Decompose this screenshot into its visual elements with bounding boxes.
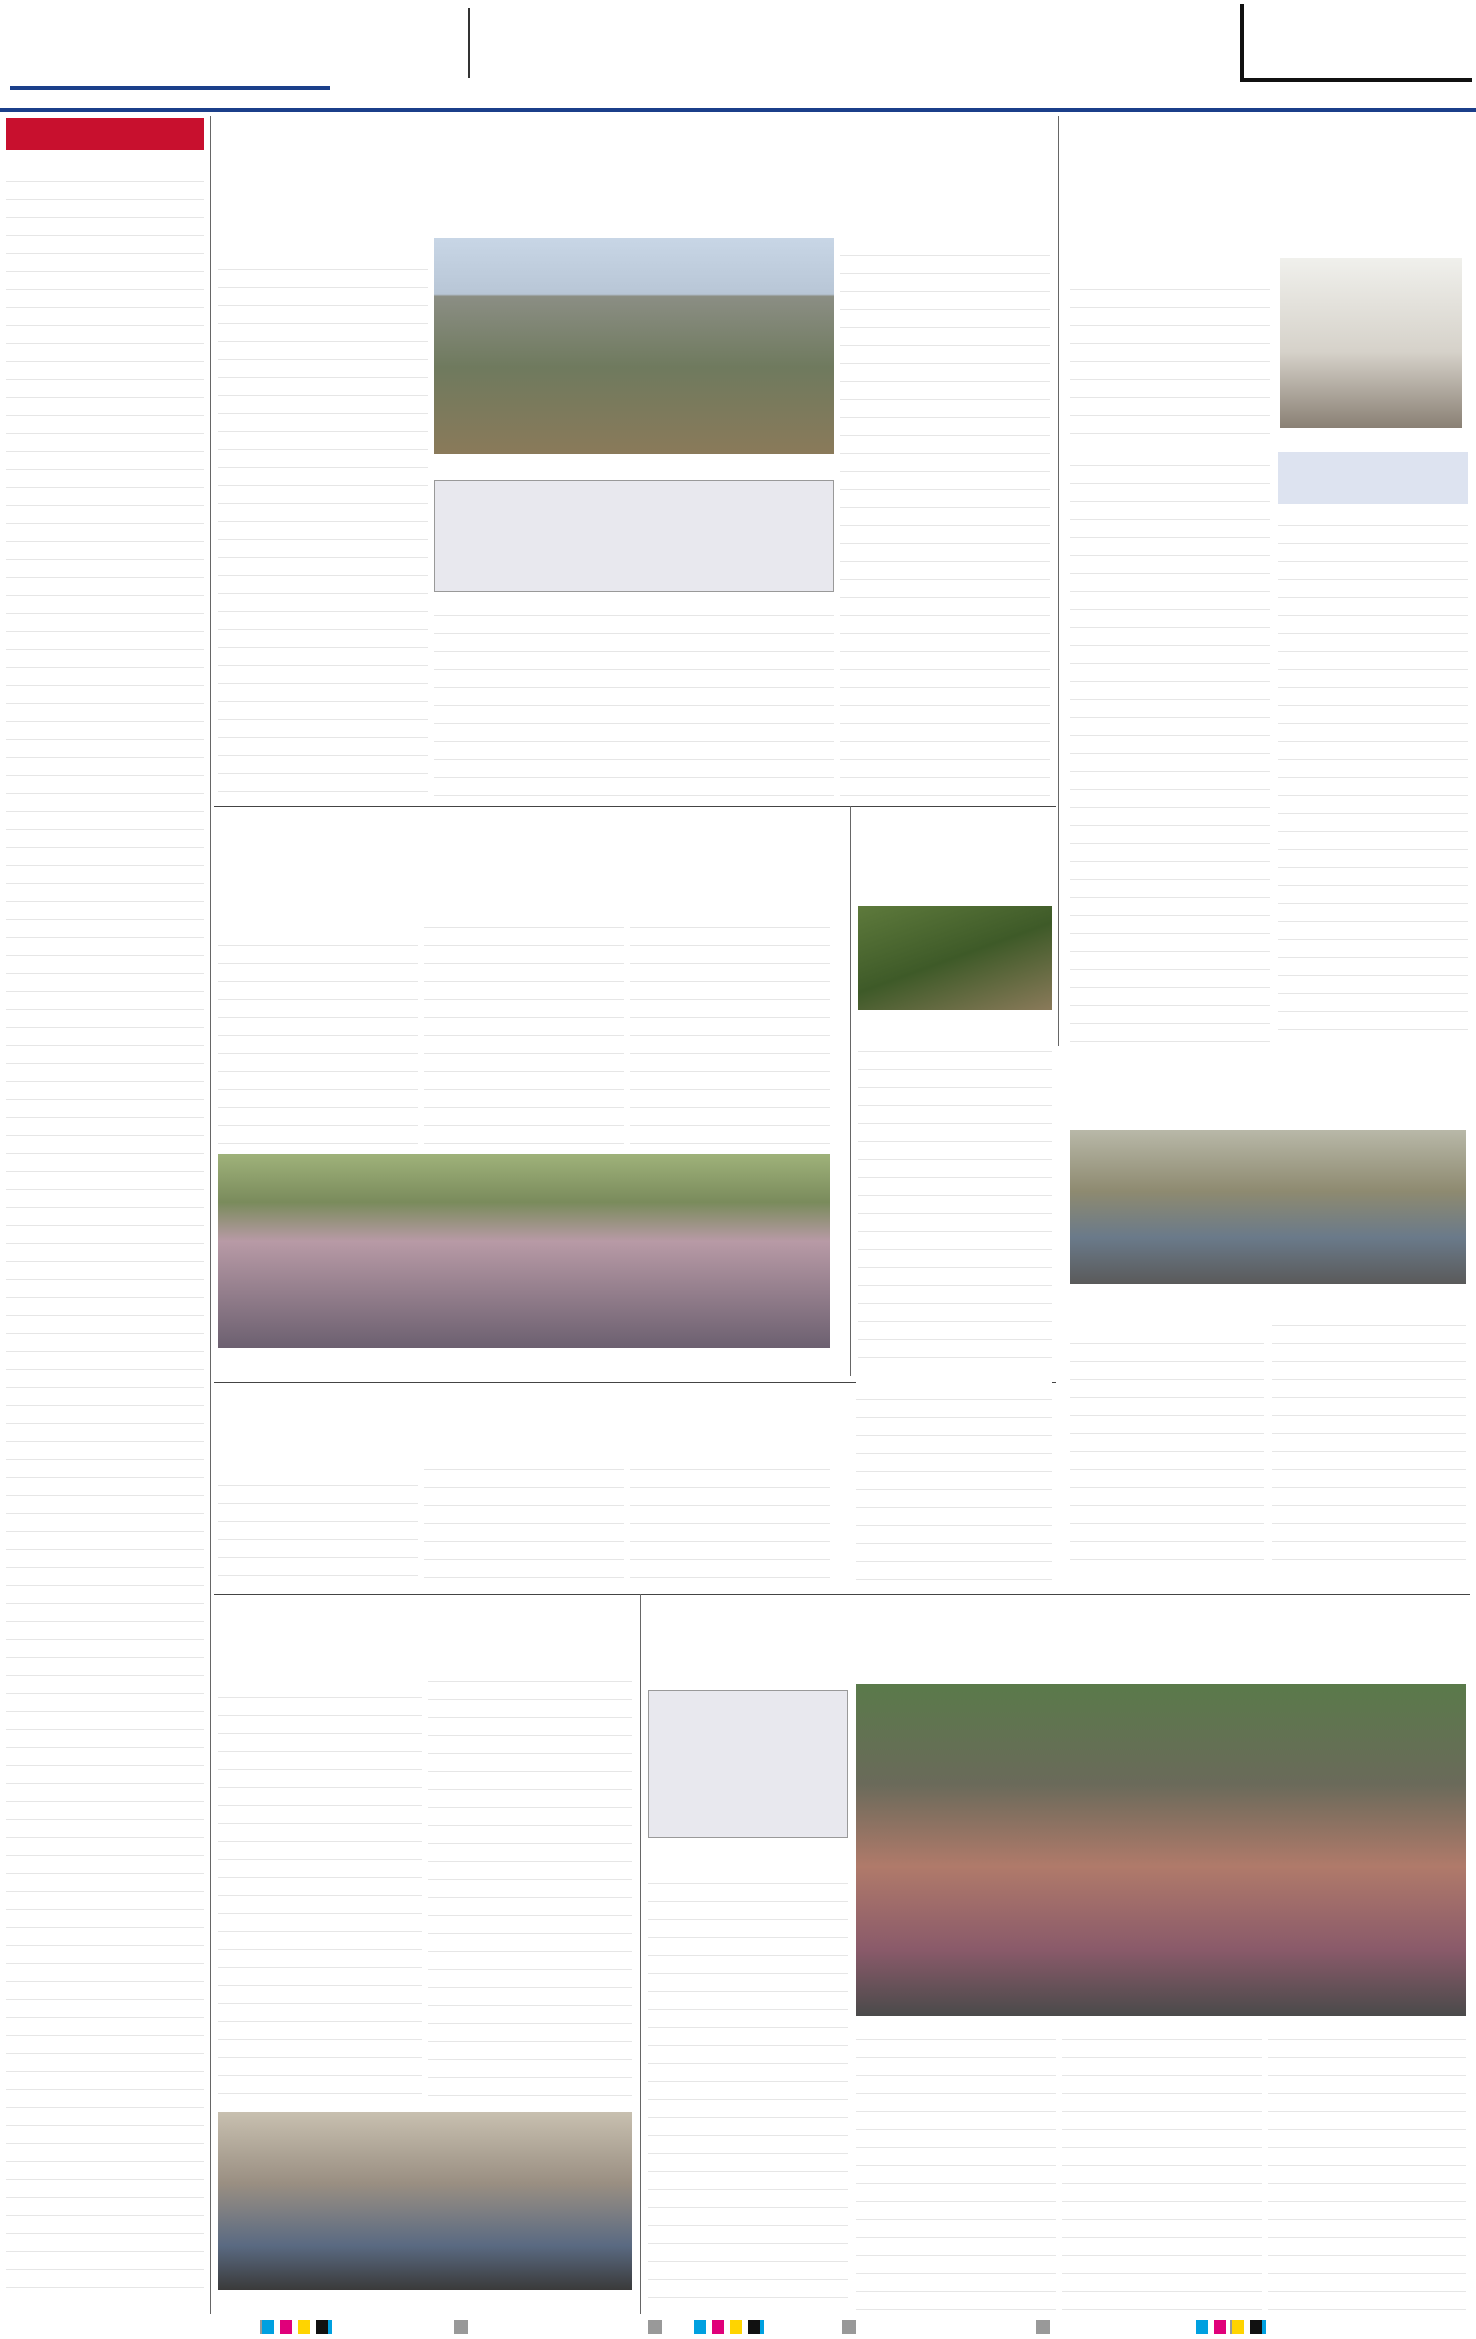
portrait-photo (1280, 258, 1462, 428)
brief-label (6, 118, 204, 150)
section-rule (214, 1594, 1470, 1595)
insurance-headline (218, 1600, 638, 1656)
school-photo (1070, 1130, 1466, 1284)
insurance-dateline (250, 1660, 420, 1678)
insurance-body-col1 (218, 1680, 422, 2108)
lead-body-col1 (218, 252, 428, 800)
water-demand-body-col1 (218, 1468, 418, 1588)
protest-body-col2 (424, 910, 624, 1148)
water-demand-body-col3 (630, 1452, 830, 1588)
color-dots-right (1196, 2320, 1266, 2334)
water-demand-body-col2 (424, 1452, 624, 1588)
issue-dateline (10, 92, 330, 108)
samalei-headline (646, 1600, 1470, 1678)
teaser-title (330, 8, 470, 78)
teak-body (858, 1034, 1052, 1374)
section-name (1240, 4, 1400, 82)
protest-headline (218, 814, 838, 906)
protest-photo (218, 1154, 830, 1348)
teaser-body (478, 4, 1018, 100)
masthead-rule (0, 108, 1476, 112)
protest-dateline (250, 908, 420, 926)
sit-in-photo (218, 2112, 632, 2290)
villagers-photo (856, 1684, 1466, 2016)
school-body-col1 (1070, 1326, 1264, 1572)
protest-caption (218, 1350, 830, 1368)
masthead (0, 0, 1476, 108)
samalei-highlights-box (648, 1690, 848, 1838)
column-divider (210, 116, 211, 2314)
teak-headline (856, 808, 1056, 896)
protest-body-col1 (218, 928, 418, 1148)
page-number (1400, 4, 1472, 82)
brief-column (6, 118, 204, 2310)
pakistan-body-col1 (1070, 272, 1270, 444)
dam-photo (434, 238, 834, 454)
column-divider (640, 1594, 641, 2314)
pakistan-body-col2 (1070, 448, 1270, 1044)
water-demand-dateline (250, 1448, 420, 1466)
samalei-body-col1 (648, 1866, 848, 2310)
water-demand-body-col4 (856, 1382, 1052, 1588)
samalei-body-col3 (1062, 2022, 1262, 2310)
pakistan-dateline (1070, 252, 1270, 270)
section-rule (214, 806, 1056, 807)
lead-highlights-box (434, 480, 834, 592)
samalei-body-col4 (1268, 2022, 1466, 2310)
portrait-caption (1280, 430, 1460, 446)
column-divider (1058, 116, 1059, 1046)
tree-stump-photo (858, 906, 1052, 1010)
teak-dateline (858, 1014, 1052, 1032)
insurance-body-col2 (428, 1664, 632, 2108)
samalei-dateline (660, 1846, 840, 1864)
protest-body-col3 (630, 910, 830, 1148)
lead-photo-caption (434, 456, 834, 476)
school-caption (1070, 1286, 1466, 1304)
school-dateline (1090, 1306, 1280, 1324)
pakistan-subhead (1278, 452, 1468, 504)
school-headline (1070, 1060, 1470, 1122)
pakistan-body-col3 (1278, 508, 1468, 1044)
lead-dateline (250, 234, 420, 252)
pakistan-headline (1070, 122, 1470, 240)
lead-body-col3 (840, 238, 1050, 800)
color-dots-left (262, 2320, 332, 2334)
brief-list (6, 164, 204, 2304)
school-body-col2 (1272, 1308, 1466, 1572)
column-divider (850, 806, 851, 1376)
print-registration-strip (0, 2314, 1476, 2339)
newspaper-logo (10, 4, 330, 90)
lead-headline (218, 118, 1048, 230)
lead-body-col2 (434, 598, 834, 800)
samalei-body-col2 (856, 2022, 1056, 2310)
color-dots-center (694, 2320, 764, 2334)
insurance-caption (218, 2292, 632, 2310)
